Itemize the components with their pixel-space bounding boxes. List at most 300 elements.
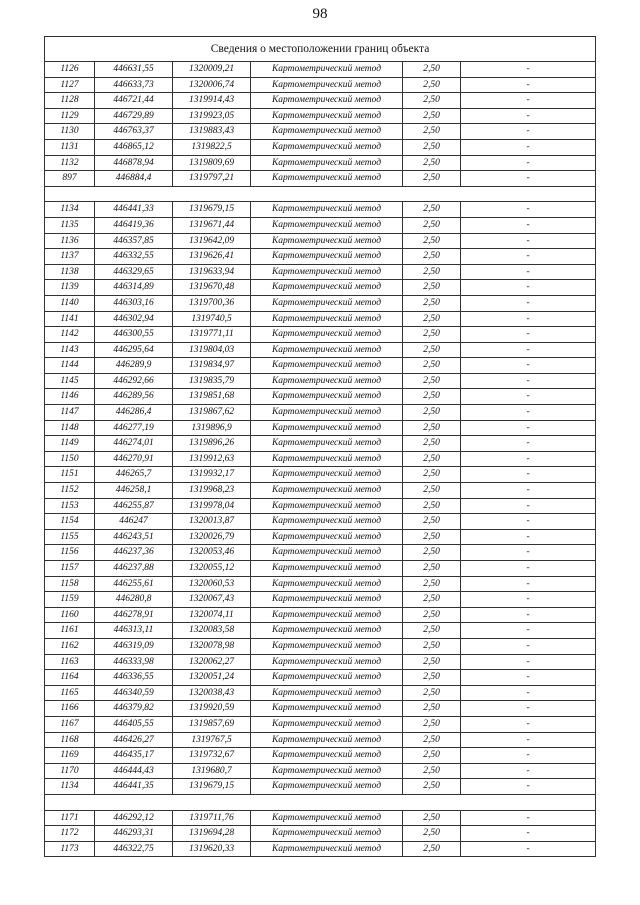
extra-cell: - — [461, 779, 596, 795]
point-number-cell: 1136 — [45, 233, 95, 249]
accuracy-cell: 2,50 — [403, 202, 461, 218]
extra-cell: - — [461, 233, 596, 249]
point-number-cell: 1146 — [45, 389, 95, 405]
accuracy-cell: 2,50 — [403, 155, 461, 171]
method-cell: Картометрический метод — [251, 373, 403, 389]
method-cell: Картометрический метод — [251, 93, 403, 109]
accuracy-cell: 2,50 — [403, 77, 461, 93]
point-number-cell: 1130 — [45, 124, 95, 140]
x-coordinate-cell: 446441,35 — [95, 779, 173, 795]
method-cell: Картометрический метод — [251, 514, 403, 530]
x-coordinate-cell: 446444,43 — [95, 763, 173, 779]
table-row — [45, 826, 596, 842]
method-cell: Картометрический метод — [251, 108, 403, 124]
point-number-cell: 1158 — [45, 576, 95, 592]
table-row — [45, 108, 596, 124]
accuracy-cell: 2,50 — [403, 545, 461, 561]
point-number-cell: 1172 — [45, 826, 95, 842]
method-cell: Картометрический метод — [251, 841, 403, 857]
accuracy-cell: 2,50 — [403, 405, 461, 421]
accuracy-cell: 2,50 — [403, 763, 461, 779]
method-cell: Картометрический метод — [251, 701, 403, 717]
accuracy-cell: 2,50 — [403, 358, 461, 374]
point-number-cell: 1156 — [45, 545, 95, 561]
table-row — [45, 451, 596, 467]
accuracy-cell: 2,50 — [403, 732, 461, 748]
x-coordinate-cell: 446300,55 — [95, 327, 173, 343]
method-cell: Картометрический метод — [251, 280, 403, 296]
table-row — [45, 202, 596, 218]
y-coordinate-cell: 1319896,9 — [173, 420, 251, 436]
x-coordinate-cell: 446878,94 — [95, 155, 173, 171]
y-coordinate-cell: 1320078,98 — [173, 638, 251, 654]
accuracy-cell: 2,50 — [403, 576, 461, 592]
extra-cell: - — [461, 841, 596, 857]
y-coordinate-cell: 1320083,58 — [173, 623, 251, 639]
point-number-cell: 1135 — [45, 217, 95, 233]
method-cell: Картометрический метод — [251, 202, 403, 218]
x-coordinate-cell: 446258,1 — [95, 483, 173, 499]
extra-cell: - — [461, 748, 596, 764]
table-row — [45, 654, 596, 670]
method-cell: Картометрический метод — [251, 576, 403, 592]
extra-cell: - — [461, 202, 596, 218]
table-row — [45, 607, 596, 623]
point-number-cell: 1152 — [45, 483, 95, 499]
extra-cell: - — [461, 607, 596, 623]
extra-cell: - — [461, 171, 596, 187]
x-coordinate-cell: 446419,36 — [95, 217, 173, 233]
table-row — [45, 62, 596, 78]
point-number-cell: 1154 — [45, 514, 95, 530]
method-cell: Картометрический метод — [251, 607, 403, 623]
y-coordinate-cell: 1319968,23 — [173, 483, 251, 499]
table-row — [45, 93, 596, 109]
extra-cell: - — [461, 155, 596, 171]
y-coordinate-cell: 1319771,11 — [173, 327, 251, 343]
point-number-cell: 1150 — [45, 451, 95, 467]
accuracy-cell: 2,50 — [403, 654, 461, 670]
accuracy-cell: 2,50 — [403, 841, 461, 857]
point-number-cell: 1140 — [45, 295, 95, 311]
table-row — [45, 311, 596, 327]
table-row — [45, 716, 596, 732]
y-coordinate-cell: 1319680,7 — [173, 763, 251, 779]
separator-cell — [45, 794, 596, 810]
y-coordinate-cell: 1320009,21 — [173, 62, 251, 78]
method-cell: Картометрический метод — [251, 561, 403, 577]
method-cell: Картометрический метод — [251, 358, 403, 374]
x-coordinate-cell: 446333,98 — [95, 654, 173, 670]
extra-cell: - — [461, 295, 596, 311]
accuracy-cell: 2,50 — [403, 514, 461, 530]
extra-cell: - — [461, 654, 596, 670]
x-coordinate-cell: 446729,89 — [95, 108, 173, 124]
table-row — [45, 405, 596, 421]
table-row — [45, 576, 596, 592]
accuracy-cell: 2,50 — [403, 249, 461, 265]
point-number-cell: 1128 — [45, 93, 95, 109]
y-coordinate-cell: 1320013,87 — [173, 514, 251, 530]
x-coordinate-cell: 446379,82 — [95, 701, 173, 717]
table-row — [45, 124, 596, 140]
extra-cell: - — [461, 826, 596, 842]
method-cell: Картометрический метод — [251, 233, 403, 249]
separator-cell — [45, 186, 596, 202]
accuracy-cell: 2,50 — [403, 264, 461, 280]
accuracy-cell: 2,50 — [403, 420, 461, 436]
accuracy-cell: 2,50 — [403, 716, 461, 732]
x-coordinate-cell: 446302,94 — [95, 311, 173, 327]
table-row — [45, 233, 596, 249]
point-number-cell: 1126 — [45, 62, 95, 78]
method-cell: Картометрический метод — [251, 529, 403, 545]
method-cell: Картометрический метод — [251, 638, 403, 654]
boundary-coordinates-table — [44, 36, 596, 857]
table-title-row — [45, 37, 596, 62]
point-number-cell: 1142 — [45, 327, 95, 343]
y-coordinate-cell: 1320067,43 — [173, 592, 251, 608]
table-row — [45, 841, 596, 857]
x-coordinate-cell: 446280,8 — [95, 592, 173, 608]
x-coordinate-cell: 446336,55 — [95, 670, 173, 686]
point-number-cell: 1139 — [45, 280, 95, 296]
y-coordinate-cell: 1319670,48 — [173, 280, 251, 296]
point-number-cell: 1161 — [45, 623, 95, 639]
table-row — [45, 342, 596, 358]
point-number-cell: 1129 — [45, 108, 95, 124]
y-coordinate-cell: 1319804,03 — [173, 342, 251, 358]
table-row — [45, 483, 596, 499]
x-coordinate-cell: 446293,31 — [95, 826, 173, 842]
point-number-cell: 1165 — [45, 685, 95, 701]
page-number: 98 — [312, 6, 328, 22]
accuracy-cell: 2,50 — [403, 171, 461, 187]
extra-cell: - — [461, 389, 596, 405]
table-row — [45, 280, 596, 296]
point-number-cell: 1169 — [45, 748, 95, 764]
y-coordinate-cell: 1319920,59 — [173, 701, 251, 717]
table-row — [45, 295, 596, 311]
method-cell: Картометрический метод — [251, 389, 403, 405]
x-coordinate-cell: 446292,66 — [95, 373, 173, 389]
y-coordinate-cell: 1319700,36 — [173, 295, 251, 311]
table-row — [45, 529, 596, 545]
extra-cell: - — [461, 638, 596, 654]
method-cell: Картометрический метод — [251, 826, 403, 842]
extra-cell: - — [461, 701, 596, 717]
extra-cell: - — [461, 451, 596, 467]
extra-cell: - — [461, 217, 596, 233]
x-coordinate-cell: 446303,16 — [95, 295, 173, 311]
point-number-cell: 1170 — [45, 763, 95, 779]
y-coordinate-cell: 1319835,79 — [173, 373, 251, 389]
point-number-cell: 1167 — [45, 716, 95, 732]
extra-cell: - — [461, 529, 596, 545]
extra-cell: - — [461, 327, 596, 343]
table-row — [45, 763, 596, 779]
extra-cell: - — [461, 763, 596, 779]
table-row — [45, 389, 596, 405]
y-coordinate-cell: 1319711,76 — [173, 810, 251, 826]
x-coordinate-cell: 446289,56 — [95, 389, 173, 405]
table-row — [45, 373, 596, 389]
table-row — [45, 810, 596, 826]
y-coordinate-cell: 1319914,43 — [173, 93, 251, 109]
method-cell: Картометрический метод — [251, 592, 403, 608]
accuracy-cell: 2,50 — [403, 327, 461, 343]
extra-cell: - — [461, 592, 596, 608]
point-number-cell: 1157 — [45, 561, 95, 577]
extra-cell: - — [461, 685, 596, 701]
block-separator-row — [45, 794, 596, 810]
method-cell: Картометрический метод — [251, 311, 403, 327]
x-coordinate-cell: 446633,73 — [95, 77, 173, 93]
extra-cell: - — [461, 514, 596, 530]
table-row — [45, 217, 596, 233]
x-coordinate-cell: 446265,7 — [95, 467, 173, 483]
table-title: Сведения о местоположении границ объекта — [45, 37, 596, 62]
extra-cell: - — [461, 342, 596, 358]
x-coordinate-cell: 446426,27 — [95, 732, 173, 748]
accuracy-cell: 2,50 — [403, 124, 461, 140]
x-coordinate-cell: 446329,65 — [95, 264, 173, 280]
point-number-cell: 1162 — [45, 638, 95, 654]
point-number-cell: 1164 — [45, 670, 95, 686]
method-cell: Картометрический метод — [251, 810, 403, 826]
accuracy-cell: 2,50 — [403, 685, 461, 701]
method-cell: Картометрический метод — [251, 217, 403, 233]
accuracy-cell: 2,50 — [403, 139, 461, 155]
method-cell: Картометрический метод — [251, 405, 403, 421]
x-coordinate-cell: 446237,36 — [95, 545, 173, 561]
x-coordinate-cell: 446884,4 — [95, 171, 173, 187]
accuracy-cell: 2,50 — [403, 217, 461, 233]
y-coordinate-cell: 1319851,68 — [173, 389, 251, 405]
x-coordinate-cell: 446357,85 — [95, 233, 173, 249]
x-coordinate-cell: 446286,4 — [95, 405, 173, 421]
method-cell: Картометрический метод — [251, 716, 403, 732]
x-coordinate-cell: 446314,89 — [95, 280, 173, 296]
table-row — [45, 732, 596, 748]
accuracy-cell: 2,50 — [403, 826, 461, 842]
extra-cell: - — [461, 545, 596, 561]
accuracy-cell: 2,50 — [403, 93, 461, 109]
method-cell: Картометрический метод — [251, 483, 403, 499]
point-number-cell: 1149 — [45, 436, 95, 452]
point-number-cell: 1132 — [45, 155, 95, 171]
point-number-cell: 1131 — [45, 139, 95, 155]
point-number-cell: 1148 — [45, 420, 95, 436]
point-number-cell: 1159 — [45, 592, 95, 608]
accuracy-cell: 2,50 — [403, 561, 461, 577]
point-number-cell: 1171 — [45, 810, 95, 826]
accuracy-cell: 2,50 — [403, 108, 461, 124]
x-coordinate-cell: 446243,51 — [95, 529, 173, 545]
y-coordinate-cell: 1319767,5 — [173, 732, 251, 748]
x-coordinate-cell: 446340,59 — [95, 685, 173, 701]
accuracy-cell: 2,50 — [403, 701, 461, 717]
point-number-cell: 1151 — [45, 467, 95, 483]
y-coordinate-cell: 1320051,24 — [173, 670, 251, 686]
y-coordinate-cell: 1319797,21 — [173, 171, 251, 187]
point-number-cell: 897 — [45, 171, 95, 187]
table-row — [45, 685, 596, 701]
accuracy-cell: 2,50 — [403, 451, 461, 467]
extra-cell: - — [461, 139, 596, 155]
table-row — [45, 592, 596, 608]
accuracy-cell: 2,50 — [403, 638, 461, 654]
method-cell: Картометрический метод — [251, 124, 403, 140]
extra-cell: - — [461, 108, 596, 124]
extra-cell: - — [461, 436, 596, 452]
y-coordinate-cell: 1320062,27 — [173, 654, 251, 670]
method-cell: Картометрический метод — [251, 685, 403, 701]
x-coordinate-cell: 446237,88 — [95, 561, 173, 577]
point-number-cell: 1153 — [45, 498, 95, 514]
accuracy-cell: 2,50 — [403, 389, 461, 405]
accuracy-cell: 2,50 — [403, 311, 461, 327]
point-number-cell: 1173 — [45, 841, 95, 857]
y-coordinate-cell: 1319679,15 — [173, 779, 251, 795]
y-coordinate-cell: 1319867,62 — [173, 405, 251, 421]
y-coordinate-cell: 1319620,33 — [173, 841, 251, 857]
y-coordinate-cell: 1319740,5 — [173, 311, 251, 327]
y-coordinate-cell: 1319883,43 — [173, 124, 251, 140]
y-coordinate-cell: 1320074,11 — [173, 607, 251, 623]
y-coordinate-cell: 1319633,94 — [173, 264, 251, 280]
point-number-cell: 1144 — [45, 358, 95, 374]
table-row — [45, 77, 596, 93]
method-cell: Картометрический метод — [251, 420, 403, 436]
extra-cell: - — [461, 77, 596, 93]
accuracy-cell: 2,50 — [403, 592, 461, 608]
accuracy-cell: 2,50 — [403, 748, 461, 764]
table-row — [45, 436, 596, 452]
table-row — [45, 748, 596, 764]
point-number-cell: 1160 — [45, 607, 95, 623]
table-row — [45, 467, 596, 483]
method-cell: Картометрический метод — [251, 171, 403, 187]
y-coordinate-cell: 1319896,26 — [173, 436, 251, 452]
extra-cell: - — [461, 373, 596, 389]
y-coordinate-cell: 1319679,15 — [173, 202, 251, 218]
table-row — [45, 638, 596, 654]
x-coordinate-cell: 446278,91 — [95, 607, 173, 623]
accuracy-cell: 2,50 — [403, 529, 461, 545]
accuracy-cell: 2,50 — [403, 498, 461, 514]
x-coordinate-cell: 446255,61 — [95, 576, 173, 592]
y-coordinate-cell: 1319932,17 — [173, 467, 251, 483]
x-coordinate-cell: 446313,11 — [95, 623, 173, 639]
point-number-cell: 1134 — [45, 202, 95, 218]
table-row — [45, 327, 596, 343]
point-number-cell: 1145 — [45, 373, 95, 389]
y-coordinate-cell: 1319834,97 — [173, 358, 251, 374]
extra-cell: - — [461, 498, 596, 514]
table-row — [45, 264, 596, 280]
point-number-cell: 1141 — [45, 311, 95, 327]
method-cell: Картометрический метод — [251, 249, 403, 265]
table-row — [45, 155, 596, 171]
y-coordinate-cell: 1320026,79 — [173, 529, 251, 545]
x-coordinate-cell: 446763,37 — [95, 124, 173, 140]
x-coordinate-cell: 446322,75 — [95, 841, 173, 857]
point-number-cell: 1168 — [45, 732, 95, 748]
accuracy-cell: 2,50 — [403, 233, 461, 249]
table-row — [45, 498, 596, 514]
y-coordinate-cell: 1319671,44 — [173, 217, 251, 233]
y-coordinate-cell: 1319912,63 — [173, 451, 251, 467]
table-row — [45, 139, 596, 155]
point-number-cell: 1147 — [45, 405, 95, 421]
method-cell: Картометрический метод — [251, 670, 403, 686]
x-coordinate-cell: 446274,01 — [95, 436, 173, 452]
y-coordinate-cell: 1319626,41 — [173, 249, 251, 265]
block-separator-row — [45, 186, 596, 202]
table-row — [45, 420, 596, 436]
y-coordinate-cell: 1319732,67 — [173, 748, 251, 764]
y-coordinate-cell: 1320060,53 — [173, 576, 251, 592]
method-cell: Картометрический метод — [251, 451, 403, 467]
x-coordinate-cell: 446295,64 — [95, 342, 173, 358]
extra-cell: - — [461, 467, 596, 483]
extra-cell: - — [461, 311, 596, 327]
table-row — [45, 171, 596, 187]
method-cell: Картометрический метод — [251, 295, 403, 311]
x-coordinate-cell: 446255,87 — [95, 498, 173, 514]
extra-cell: - — [461, 483, 596, 499]
x-coordinate-cell: 446270,91 — [95, 451, 173, 467]
extra-cell: - — [461, 732, 596, 748]
table-row — [45, 701, 596, 717]
method-cell: Картометрический метод — [251, 545, 403, 561]
x-coordinate-cell: 446435,17 — [95, 748, 173, 764]
table-row — [45, 358, 596, 374]
method-cell: Картометрический метод — [251, 779, 403, 795]
point-number-cell: 1134 — [45, 779, 95, 795]
extra-cell: - — [461, 124, 596, 140]
extra-cell: - — [461, 576, 596, 592]
method-cell: Картометрический метод — [251, 498, 403, 514]
accuracy-cell: 2,50 — [403, 436, 461, 452]
extra-cell: - — [461, 405, 596, 421]
y-coordinate-cell: 1319923,05 — [173, 108, 251, 124]
accuracy-cell: 2,50 — [403, 467, 461, 483]
table-row — [45, 779, 596, 795]
method-cell: Картометрический метод — [251, 748, 403, 764]
method-cell: Картометрический метод — [251, 623, 403, 639]
extra-cell: - — [461, 670, 596, 686]
y-coordinate-cell: 1320006,74 — [173, 77, 251, 93]
point-number-cell: 1127 — [45, 77, 95, 93]
point-number-cell: 1155 — [45, 529, 95, 545]
x-coordinate-cell: 446405,55 — [95, 716, 173, 732]
extra-cell: - — [461, 420, 596, 436]
y-coordinate-cell: 1320053,46 — [173, 545, 251, 561]
x-coordinate-cell: 446441,33 — [95, 202, 173, 218]
accuracy-cell: 2,50 — [403, 295, 461, 311]
accuracy-cell: 2,50 — [403, 810, 461, 826]
method-cell: Картометрический метод — [251, 654, 403, 670]
extra-cell: - — [461, 561, 596, 577]
x-coordinate-cell: 446292,12 — [95, 810, 173, 826]
accuracy-cell: 2,50 — [403, 342, 461, 358]
table-row — [45, 514, 596, 530]
method-cell: Картометрический метод — [251, 763, 403, 779]
method-cell: Картометрический метод — [251, 139, 403, 155]
x-coordinate-cell: 446319,09 — [95, 638, 173, 654]
